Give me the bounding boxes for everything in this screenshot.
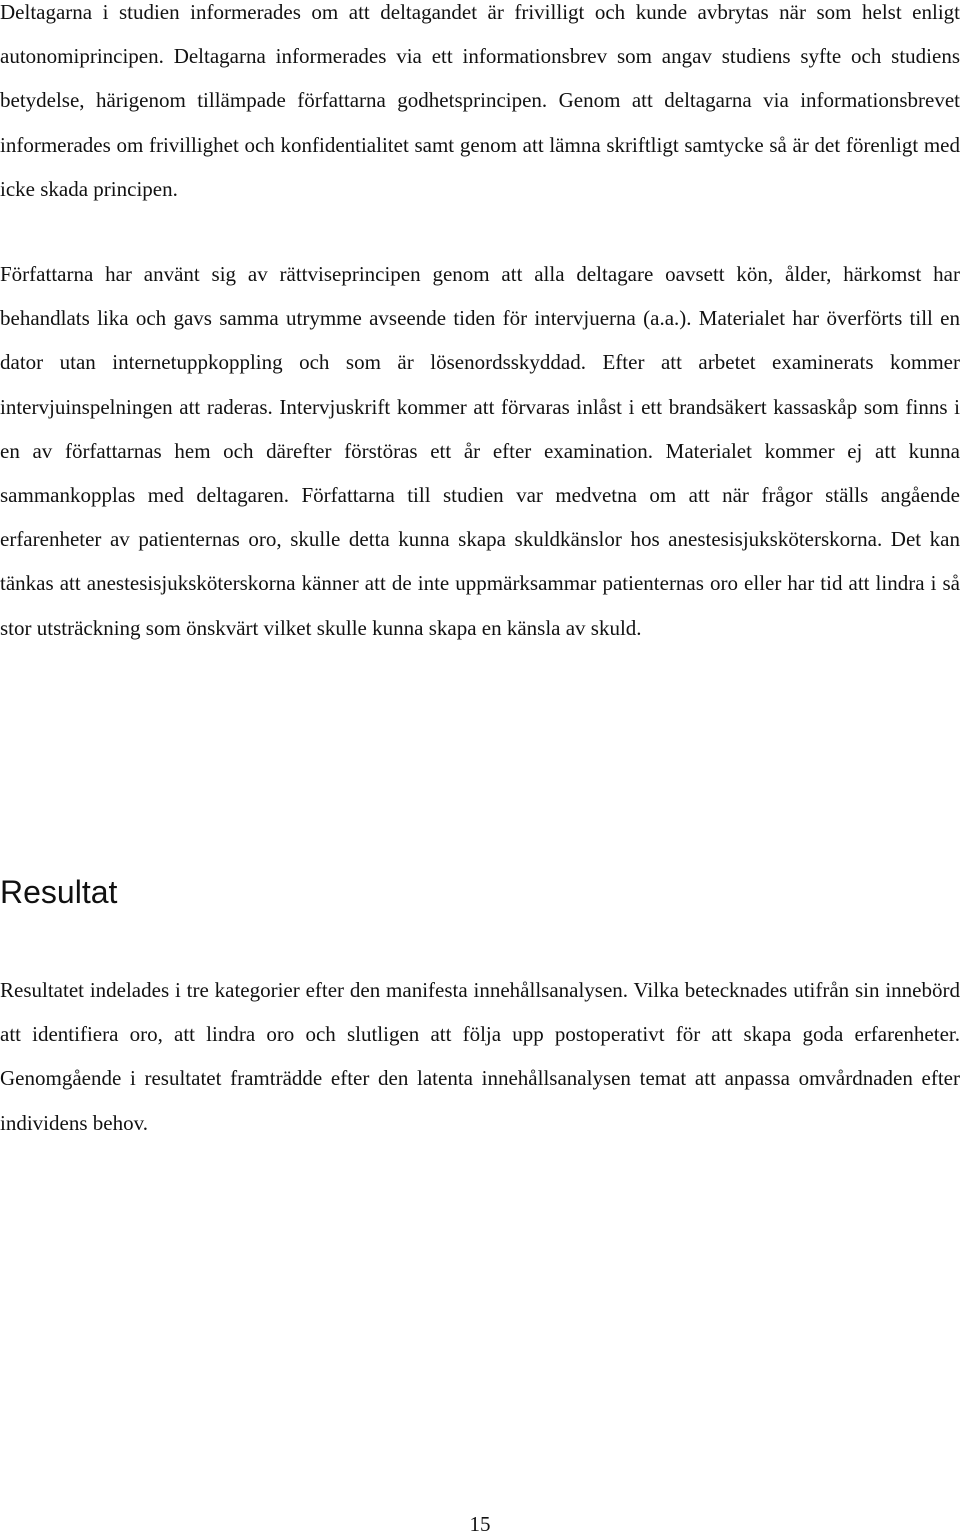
paragraph-results-intro: Resultatet indelades i tre kategorier efter den manifesta innehållsanalysen. Vilka betecknades utifrån sin innebörd att identifiera oro, att lindra oro och slutligen att följa upp postoperativt för att skapa goda erfarenheter. Genomgående i resultatet framträdde efter den latenta innehållsanalysen temat att anpassa omvårdnaden efter individens behov. (0, 978, 960, 1135)
paragraph-ethics-principles: Deltagarna i studien informerades om att deltagandet är frivilligt och kunde avbrytas när som helst enligt autonomiprincipen. Deltagarna informerades via ett informationsbrev som angav studiens syfte och studiens betydelse, härigenom tillämpade författarna godhetsprincipen. Genom att deltagarna via informationsbrevet informerades om frivillighet och konfidentialitet samt genom att lämna skriftligt samtycke så är det förenligt med icke skada principen. (0, 0, 960, 201)
section-heading-resultat: Resultat (0, 874, 118, 910)
page-number: 15 (469, 1512, 491, 1536)
paragraph-data-handling: Författarna har använt sig av rättviseprincipen genom att alla deltagare oavsett kön, ålder, härkomst har behandlats lika och gavs samma utrymme avseende tiden för intervjuerna (a.a.). Materialet har överförts till en dator utan internetuppkoppling och som är lösenordsskyddad. Efter att arbetet examinerats kommer intervjuinspelningen att raderas. Intervjuskrift kommer att förvaras inlåst i ett brandsäkert kassaskåp som finns i en av författarnas hem och därefter förstöras ett år efter examination. Materialet kommer ej att kunna sammankopplas med deltagaren. Författarna till studien var medvetna om att när frågor ställs angående erfarenheter av patienternas oro, skulle detta kunna skapa skuldkänslor hos anestesisjuksköterskorna. Det kan tänkas att anestesisjuksköterskorna känner att de inte uppmärksammar patienternas oro eller har tid att lindra i så stor utsträckning som önskvärt vilket skulle kunna skapa en känsla av skuld. (0, 262, 960, 640)
